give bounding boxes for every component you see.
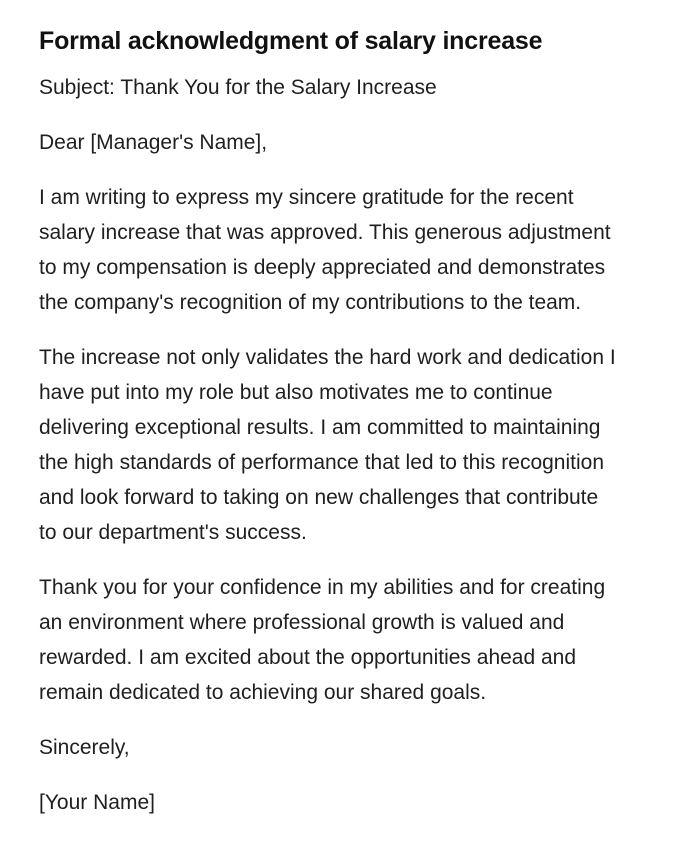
salutation: Dear [Manager's Name], <box>39 131 268 154</box>
body-paragraph-3: Thank you for your confidence in my abilities and for creating an environment where professional growth is valued and rewarded. I am excited about the opportunities ahead and remain dedicated to achieving our shared goals. <box>39 576 606 704</box>
subject-line: Subject: Thank You for the Salary Increase <box>39 76 437 99</box>
signature-placeholder: [Your Name] <box>39 791 155 814</box>
body-paragraph-2: The increase not only validates the hard work and dedication I have put into my role but also motivates me to continue delivering exceptional results. I am committed to maintaining the high standards of performance that led to this recognition and look forward to taking on new challenges that contribute to our department's success. <box>39 346 616 544</box>
closing: Sincerely, <box>39 736 130 759</box>
page-title: Formal acknowledgment of salary increase <box>39 27 543 55</box>
body-paragraph-1: I am writing to express my sincere gratitude for the recent salary increase that was approved. This generous adjustment to my compensation is deeply appreciated and demonstrates the company's recognition of my contributions to the team. <box>39 186 611 314</box>
